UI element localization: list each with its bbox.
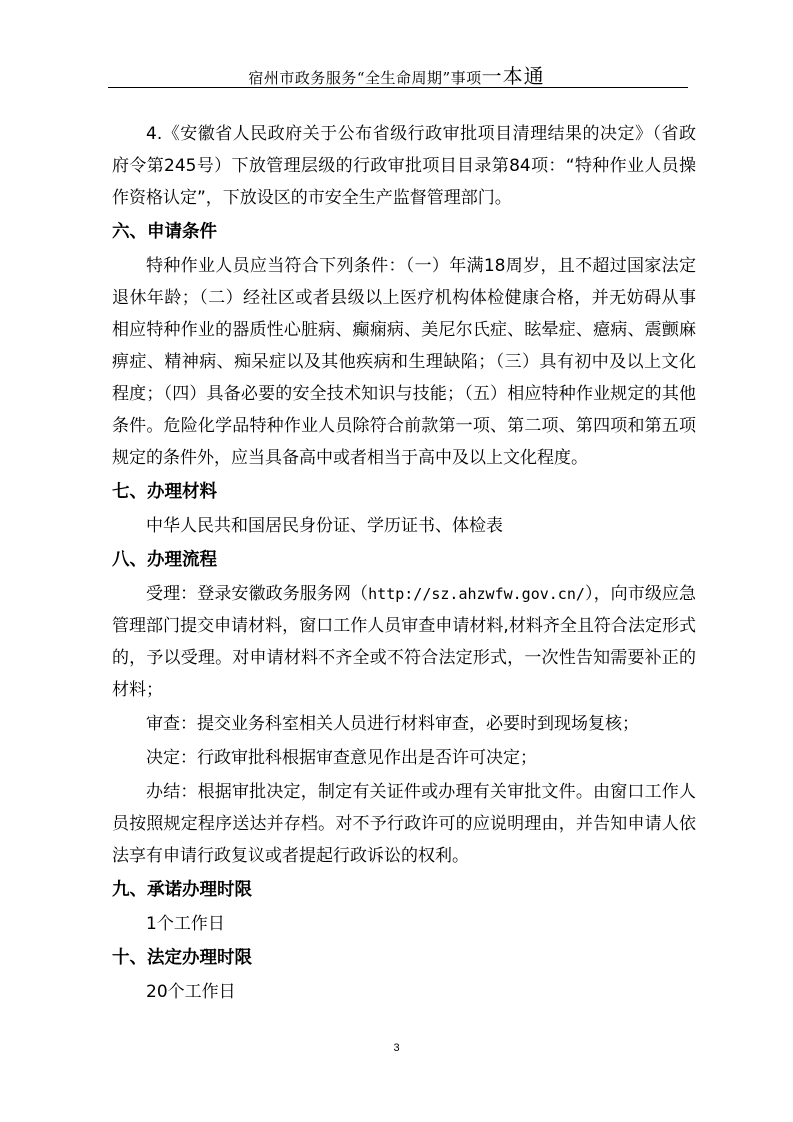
section-10-heading: 十、法定办理时限 <box>112 948 252 968</box>
section-6-heading: 六、申请条件 <box>112 222 217 242</box>
document-body <box>112 118 696 1010</box>
section-9-body: 1个工作日 <box>146 914 225 934</box>
section-8-decide: 决定：行政审批科根据审查意见作出是否许可决定； <box>146 748 537 768</box>
accept-suffix: ），向市级应急管理部门提交申请材料，窗口工作人员审查申请材料,材料齐全且符合法定形式的，予以受理。对申请材料不齐全或不符合法定形式，一次性告知需要补正的材料； <box>112 584 697 700</box>
section-9-heading: 九、承诺办理时限 <box>112 880 252 900</box>
header-title-large: 一本通 <box>481 64 545 88</box>
service-url-link[interactable]: http://sz.ahzwfw.gov.cn/ <box>368 585 585 603</box>
section-7-heading: 七、办理材料 <box>112 482 217 502</box>
section-6-body: 特种作业人员应当符合下列条件：（一）年满18周岁，且不超过国家法定退休年龄；（二）经社区或者县级以上医疗机构体检健康合格，并无妨碍从事相应特种作业的器质性心脏病、癫痫病、美尼尔氏症、眩晕症、癔病、震颤麻痹症、精神病、痴呆症以及其他疾病和生理缺陷；（三）具有初中及以上文化程度；（四）具备必要的安全技术知识与技能；（五）相应特种作业规定的其他条件。危险化学品特种作业人员除符合前款第一项、第二项、第四项和第五项规定的条件外，应当具备高中或者相当于高中及以上文化程度。 <box>112 256 696 468</box>
section-8-review: 审查：提交业务科室相关人员进行材料审查，必要时到现场复核； <box>146 714 639 734</box>
basis-item-4: 4.《安徽省人民政府关于公布省级行政审批项目清理结果的决定》（省政府令第245号）下放管理层级的行政审批项目目录第84项：“特种作业人员操作资格认定”，下放设区的市安全生产监督管理部门。 <box>112 124 696 208</box>
accept-prefix: 受理：登录安徽政务服务网（ <box>146 584 369 604</box>
section-8-heading: 八、办理流程 <box>112 550 217 570</box>
section-7-body: 中华人民共和国居民身份证、学历证书、体检表 <box>146 516 503 536</box>
section-10-body: 20个工作日 <box>146 982 236 1002</box>
section-8-complete: 办结：根据审批决定，制定有关证件或办理有关审批文件。由窗口工作人员按照规定程序送达并存档。对不予行政许可的应说明理由，并告知申请人依法享有申请行政复议或者提起行政诉讼的权利。 <box>112 782 696 866</box>
header-title-small: 宿州市政务服务“全生命周期”事项 <box>248 69 482 87</box>
section-8-accept <box>112 578 696 706</box>
header-rule <box>108 87 688 88</box>
document-header <box>0 60 793 89</box>
page-number: 3 <box>393 1042 400 1054</box>
